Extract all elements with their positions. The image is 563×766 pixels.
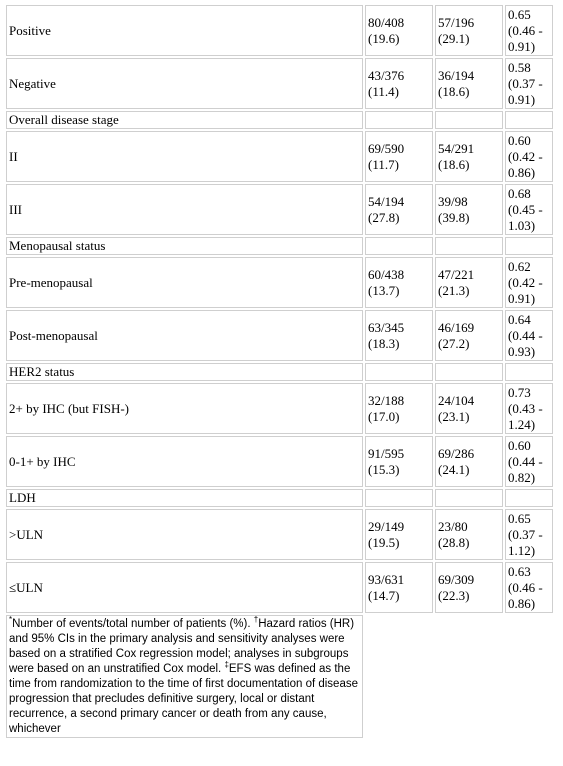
hazard-ratio-cell-line: (0.44 -	[508, 453, 543, 469]
events-arm-b-cell-line: 54/291	[438, 140, 475, 156]
events-arm-b-cell	[435, 310, 503, 361]
events-arm-b-cell-line: 69/286	[438, 445, 475, 461]
events-arm-b-cell	[435, 509, 503, 560]
table-body	[6, 5, 553, 613]
events-arm-a-cell-line: (11.7)	[368, 156, 399, 172]
hazard-ratio-cell-line: (0.43 -	[508, 400, 543, 416]
subgroup-label: Post-menopausal	[6, 310, 363, 361]
hazard-ratio-cell-line: 0.68	[508, 185, 531, 201]
hazard-ratio-cell-line: 1.03)	[508, 217, 536, 233]
events-arm-a-cell	[365, 184, 433, 235]
hazard-ratio-cell	[505, 5, 553, 56]
events-arm-b-cell-line: (22.3)	[438, 587, 470, 603]
events-arm-b-cell-line: 36/194	[438, 67, 475, 83]
section-empty-cell	[505, 237, 553, 255]
events-arm-a-cell-line: 29/149	[368, 518, 405, 534]
events-arm-b-cell	[435, 58, 503, 109]
hazard-ratio-cell-line: 1.12)	[508, 542, 536, 558]
events-arm-a-cell	[365, 58, 433, 109]
hazard-ratio-cell-line: 0.65	[508, 510, 531, 526]
subgroup-label: Pre-menopausal	[6, 257, 363, 308]
events-arm-b-cell-line: (24.1)	[438, 461, 470, 477]
hazard-ratio-cell-line: (0.44 -	[508, 327, 543, 343]
events-arm-b-cell	[435, 383, 503, 434]
table-row	[6, 257, 553, 308]
events-arm-a-cell	[365, 562, 433, 613]
subgroup-label: ≤ULN	[6, 562, 363, 613]
hazard-ratio-cell-line: 0.58	[508, 59, 531, 75]
section-empty-cell	[365, 237, 433, 255]
table-row	[6, 509, 553, 560]
hazard-ratio-cell-line: 0.63	[508, 563, 531, 579]
events-arm-b-cell-line: (39.8)	[438, 209, 470, 225]
hazard-ratio-cell-line: 0.64	[508, 311, 531, 327]
subgroup-results-table	[4, 3, 555, 740]
events-arm-b-cell-line: 23/80	[438, 518, 468, 534]
events-arm-a-cell-line: (11.4)	[368, 83, 399, 99]
hazard-ratio-cell	[505, 131, 553, 182]
subgroup-label: Negative	[6, 58, 363, 109]
events-arm-a-cell-line: 93/631	[368, 571, 405, 587]
table-row	[6, 131, 553, 182]
section-header-row	[6, 237, 553, 255]
hazard-ratio-cell-line: 0.60	[508, 132, 531, 148]
events-arm-b-cell	[435, 184, 503, 235]
events-arm-b-cell-line: (21.3)	[438, 282, 470, 298]
section-empty-cell	[435, 111, 503, 129]
events-arm-b-cell	[435, 5, 503, 56]
hazard-ratio-cell-line: (0.46 -	[508, 579, 543, 595]
footnote-spacer	[365, 615, 553, 738]
subgroup-label: >ULN	[6, 509, 363, 560]
events-arm-b-cell-line: 69/309	[438, 571, 475, 587]
events-arm-b-cell-line: 57/196	[438, 14, 475, 30]
events-arm-a-cell-line: (13.7)	[368, 282, 400, 298]
table-row	[6, 5, 553, 56]
subgroup-label: Positive	[6, 5, 363, 56]
hazard-ratio-cell	[505, 562, 553, 613]
hazard-ratio-cell-line: 0.65	[508, 6, 531, 22]
subgroup-label: 2+ by IHC (but FISH-)	[6, 383, 363, 434]
hazard-ratio-cell-line: (0.45 -	[508, 201, 543, 217]
events-arm-a-cell-line: 63/345	[368, 319, 405, 335]
section-empty-cell	[505, 489, 553, 507]
section-empty-cell	[505, 363, 553, 381]
events-arm-b-cell-line: 47/221	[438, 266, 475, 282]
section-empty-cell	[435, 363, 503, 381]
events-arm-a-cell-line: (18.3)	[368, 335, 400, 351]
events-arm-a-cell	[365, 509, 433, 560]
events-arm-b-cell-line: (29.1)	[438, 30, 470, 46]
events-arm-b-cell-line: 39/98	[438, 193, 468, 209]
hazard-ratio-cell-line: 0.91)	[508, 290, 536, 306]
hazard-ratio-cell-line: (0.37 -	[508, 75, 543, 91]
table-row	[6, 184, 553, 235]
events-arm-a-cell-line: 69/590	[368, 140, 405, 156]
footnote-text-1: Number of events/total number of patients (%).	[12, 618, 254, 630]
events-arm-a-cell-line: (27.8)	[368, 209, 400, 225]
footnote	[6, 615, 363, 738]
hazard-ratio-cell-line: 0.60	[508, 437, 531, 453]
section-header: Overall disease stage	[6, 111, 363, 129]
table-row	[6, 383, 553, 434]
events-arm-a-cell	[365, 436, 433, 487]
section-header: LDH	[6, 489, 363, 507]
events-arm-a-cell-line: 60/438	[368, 266, 405, 282]
hazard-ratio-cell	[505, 383, 553, 434]
events-arm-a-cell-line: 54/194	[368, 193, 405, 209]
hazard-ratio-cell-line: 0.73	[508, 384, 531, 400]
events-arm-a-cell-line: (15.3)	[368, 461, 400, 477]
events-arm-a-cell-line: 32/188	[368, 392, 405, 408]
events-arm-b-cell-line: (28.8)	[438, 534, 470, 550]
events-arm-b-cell-line: (23.1)	[438, 408, 470, 424]
hazard-ratio-cell-line: 1.24)	[508, 416, 536, 432]
events-arm-a-cell	[365, 257, 433, 308]
hazard-ratio-cell-line: 0.62	[508, 258, 531, 274]
events-arm-a-cell-line: 43/376	[368, 67, 405, 83]
hazard-ratio-cell-line: (0.42 -	[508, 148, 543, 164]
table-row	[6, 310, 553, 361]
hazard-ratio-cell-line: 0.86)	[508, 164, 536, 180]
hazard-ratio-cell	[505, 509, 553, 560]
footnote-mark-asterisk: *	[9, 615, 13, 625]
table-row	[6, 58, 553, 109]
footnote-row	[6, 615, 553, 738]
hazard-ratio-cell	[505, 436, 553, 487]
events-arm-a-cell	[365, 131, 433, 182]
events-arm-b-cell-line: 46/169	[438, 319, 475, 335]
section-header: HER2 status	[6, 363, 363, 381]
table-row	[6, 436, 553, 487]
section-empty-cell	[435, 489, 503, 507]
section-empty-cell	[505, 111, 553, 129]
hazard-ratio-cell-line: (0.42 -	[508, 274, 543, 290]
footnote-text-2: Hazard ratios (HR) and 95% CIs in the primary analysis and sensitivity analyses were based on a stratified Cox regression model; analyses in subgroups were based on an unstratified Cox model.	[9, 618, 355, 675]
events-arm-b-cell	[435, 436, 503, 487]
section-empty-cell	[365, 489, 433, 507]
hazard-ratio-cell-line: (0.46 -	[508, 22, 543, 38]
section-empty-cell	[435, 237, 503, 255]
table-row	[6, 562, 553, 613]
events-arm-a-cell-line: (17.0)	[368, 408, 400, 424]
subgroup-label: III	[6, 184, 363, 235]
hazard-ratio-cell	[505, 310, 553, 361]
hazard-ratio-cell-line: 0.91)	[508, 91, 536, 107]
footnote-mark-dagger: †	[253, 615, 259, 625]
section-header-row	[6, 111, 553, 129]
section-header-row	[6, 363, 553, 381]
subgroup-label: 0-1+ by IHC	[6, 436, 363, 487]
hazard-ratio-cell	[505, 58, 553, 109]
events-arm-a-cell	[365, 5, 433, 56]
hazard-ratio-cell-line: 0.82)	[508, 469, 536, 485]
hazard-ratio-cell	[505, 184, 553, 235]
events-arm-b-cell	[435, 562, 503, 613]
events-arm-b-cell	[435, 131, 503, 182]
events-arm-b-cell	[435, 257, 503, 308]
subgroup-label: II	[6, 131, 363, 182]
section-empty-cell	[365, 363, 433, 381]
section-empty-cell	[365, 111, 433, 129]
events-arm-a-cell-line: (19.6)	[368, 30, 400, 46]
hazard-ratio-cell-line: (0.37 -	[508, 526, 543, 542]
hazard-ratio-cell-line: 0.91)	[508, 38, 536, 54]
hazard-ratio-cell-line: 0.93)	[508, 343, 536, 359]
section-header-row	[6, 489, 553, 507]
events-arm-b-cell-line: 24/104	[438, 392, 475, 408]
events-arm-a-cell-line: 80/408	[368, 14, 405, 30]
hazard-ratio-cell-line: 0.86)	[508, 595, 536, 611]
hazard-ratio-cell	[505, 257, 553, 308]
footnote-mark-double-dagger: ‡	[224, 660, 229, 670]
events-arm-b-cell-line: (18.6)	[438, 83, 470, 99]
events-arm-a-cell-line: (19.5)	[368, 534, 400, 550]
events-arm-a-cell	[365, 310, 433, 361]
events-arm-b-cell-line: (18.6)	[438, 156, 470, 172]
events-arm-b-cell-line: (27.2)	[438, 335, 470, 351]
section-header: Menopausal status	[6, 237, 363, 255]
events-arm-a-cell-line: 91/595	[368, 445, 405, 461]
events-arm-a-cell	[365, 383, 433, 434]
events-arm-a-cell-line: (14.7)	[368, 587, 400, 603]
footnote-text-3: EFS was defined as the time from randomization to the time of first documentation of disease progression that precludes definitive surgery, local or distant recurrence, a second primary cancer or death from any cause, whichever	[9, 663, 358, 735]
